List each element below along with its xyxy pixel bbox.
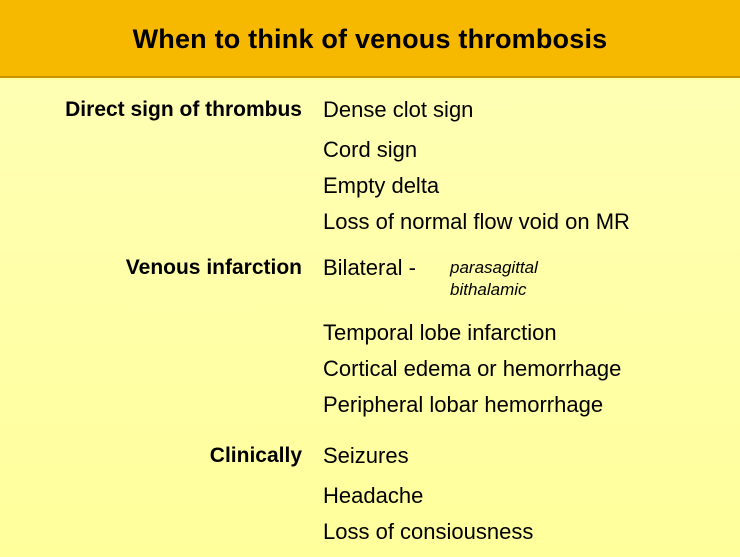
list-item: Dense clot sign: [323, 97, 474, 122]
list-item: Empty delta: [323, 173, 440, 198]
title-bar: [0, 0, 740, 78]
section-items: [323, 442, 533, 550]
list-item: Cortical edema or hemorrhage: [323, 356, 622, 381]
section-heading: Clinically: [209, 444, 302, 467]
list-item: Peripheral lobar hemorrhage: [323, 392, 604, 417]
subitem: parasagittal: [450, 258, 538, 277]
section-heading: Direct sign of thrombus: [65, 98, 302, 121]
section-heading: Venous infarction: [125, 256, 302, 279]
bilateral-lead: Bilateral -: [323, 255, 416, 280]
subitem: bithalamic: [450, 280, 527, 299]
slide-title: When to think of venous thrombosis: [132, 23, 608, 54]
list-item: Loss of normal flow void on MR: [323, 209, 630, 234]
list-item: Cord sign: [323, 137, 418, 162]
content-area: [0, 80, 740, 557]
section-items: [323, 96, 630, 240]
list-item: Loss of consiousness: [323, 519, 534, 544]
list-item: Seizures: [323, 443, 409, 468]
list-item: Headache: [323, 483, 424, 508]
list-item: Temporal lobe infarction: [323, 320, 557, 345]
bilateral-subitems: [450, 254, 538, 301]
section-items: [323, 254, 621, 423]
bilateral-item: [323, 254, 621, 315]
